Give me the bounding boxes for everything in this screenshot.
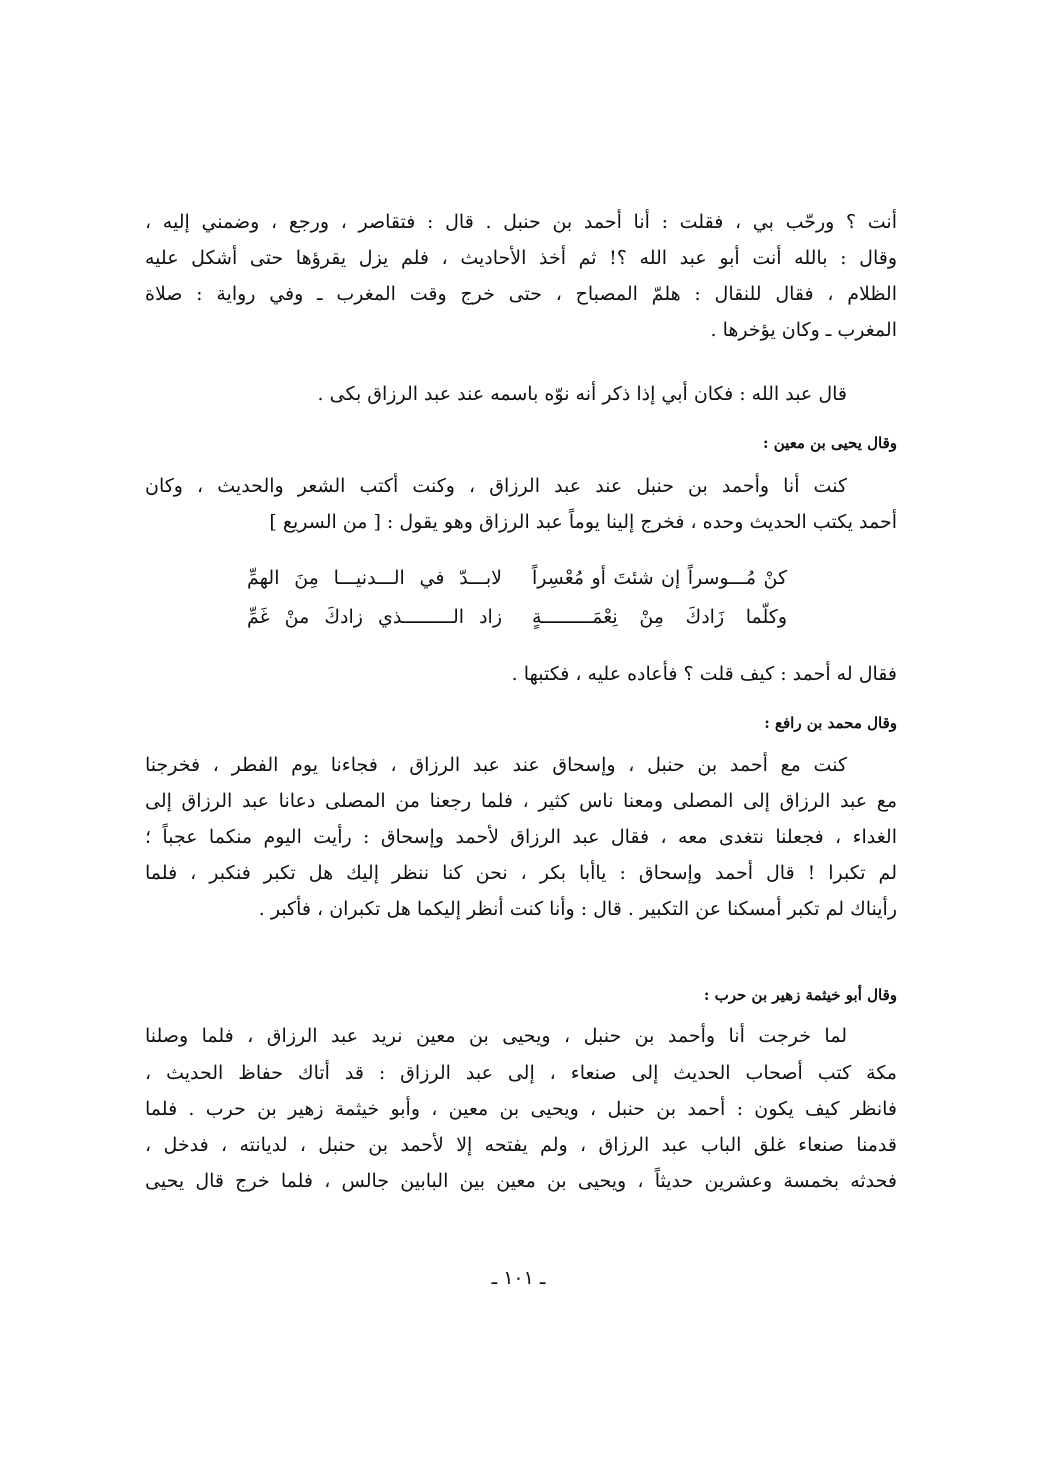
text-line: فحدثه بخمسة وعشرين حديثاً ، ويحيى بن معين بين البابين جالس ، فلما خرج قال يحيى xyxy=(145,1170,897,1192)
speaker-heading: وقال محمد بن رافع : xyxy=(764,714,897,732)
text-line: كنت مع أحمد بن حنبل ، وإسحاق عند عبد الرزاق ، فجاءنا يوم الفطر ، فخرجنا xyxy=(145,754,847,776)
text-line: وقال : بالله أنت أبو عبد الله ؟! ثم أخذ الأحاديث ، فلم يزل يقرؤها حتى أشكل عليه xyxy=(145,247,897,269)
text-line: أنت ؟ ورحّب بي ، فقلت : أنا أحمد بن حنبل . قال : فتقاصر ، ورجع ، وضمني إليه ، xyxy=(145,211,897,233)
verse-hemistich: كنْ مُـــوسراً إن شئتَ أو مُعْسِراً xyxy=(532,567,787,589)
speaker-heading: وقال أبو خيثمة زهير بن حرب : xyxy=(703,986,897,1004)
text-line: المغرب ـ وكان يؤخرها . xyxy=(710,319,897,341)
text-line: فانظر كيف يكون : أحمد بن حنبل ، ويحيى بن معين ، وأبو خيثمة زهير بن حرب . فلما xyxy=(145,1098,897,1120)
text-line: رأيناك لم تكبر أمسكنا عن التكبير . قال : وأنا كنت أنظر إليكما هل تكبران ، فأكبر . xyxy=(258,898,897,920)
text-line: قدمنا صنعاء غلق الباب عبد الرزاق ، ولم يفتحه إلا لأحمد بن حنبل ، لديانته ، فدخل ، xyxy=(145,1134,897,1156)
verse-row xyxy=(247,599,787,635)
text-line: مع عبد الرزاق إلى المصلى ومعنا ناس كثير ، فلما رجعنا من المصلى دعانا عبد الرزاق إلى xyxy=(145,790,897,812)
text-line: الظلام ، فقال للنقال : هلمّ المصباح ، حتى خرج وقت المغرب ـ وفي رواية : صلاة xyxy=(145,283,897,305)
text-line: كنت أنا وأحمد بن حنبل عند عبد الرزاق ، وكنت أكتب الشعر والحديث ، وكان xyxy=(145,475,847,497)
verse-hemistich: لابـــدّ في الـــدنيـــا مِنَ الهمِّ xyxy=(247,567,502,589)
verse-hemistich: زاد الـــــــــذي زادكَ منْ غَمِّ xyxy=(247,606,502,628)
page-number: ـ ١٠١ ـ xyxy=(491,1267,546,1289)
text-line: لما خرجت أنا وأحمد بن حنبل ، ويحيى بن معين نريد عبد الرزاق ، فلما وصلنا xyxy=(145,1025,847,1047)
verse-hemistich: وكلّما زَادكَ مِنْ نِعْمَـــــــــةٍ xyxy=(532,606,787,628)
text-line: لم تكبرا ! قال أحمد وإسحاق : ياأبا بكر ، نحن كنا ننظر إليك هل تكبر فنكبر ، فلما xyxy=(145,862,897,884)
text-line: فقال له أحمد : كيف قلت ؟ فأعاده عليه ، فكتبها . xyxy=(511,663,897,685)
text-line: مكة كتب أصحاب الحديث إلى صنعاء ، إلى عبد الرزاق : قد أتاك حفاظ الحديث ، xyxy=(145,1062,897,1084)
text-line: أحمد يكتب الحديث وحده ، فخرج إلينا يوماً عبد الرزاق وهو يقول : [ من السريع ] xyxy=(269,511,897,533)
text-line: قال عبد الله : فكان أبي إذا ذكر أنه نوّه باسمه عند عبد الرزاق بكى . xyxy=(317,383,847,405)
text-line: الغداء ، فجعلنا نتغدى معه ، فقال عبد الرزاق لأحمد وإسحاق : رأيت اليوم منكما عجباً ؛ xyxy=(145,826,897,848)
speaker-heading: وقال يحيى بن معين : xyxy=(762,434,897,452)
verse-row xyxy=(247,560,787,596)
